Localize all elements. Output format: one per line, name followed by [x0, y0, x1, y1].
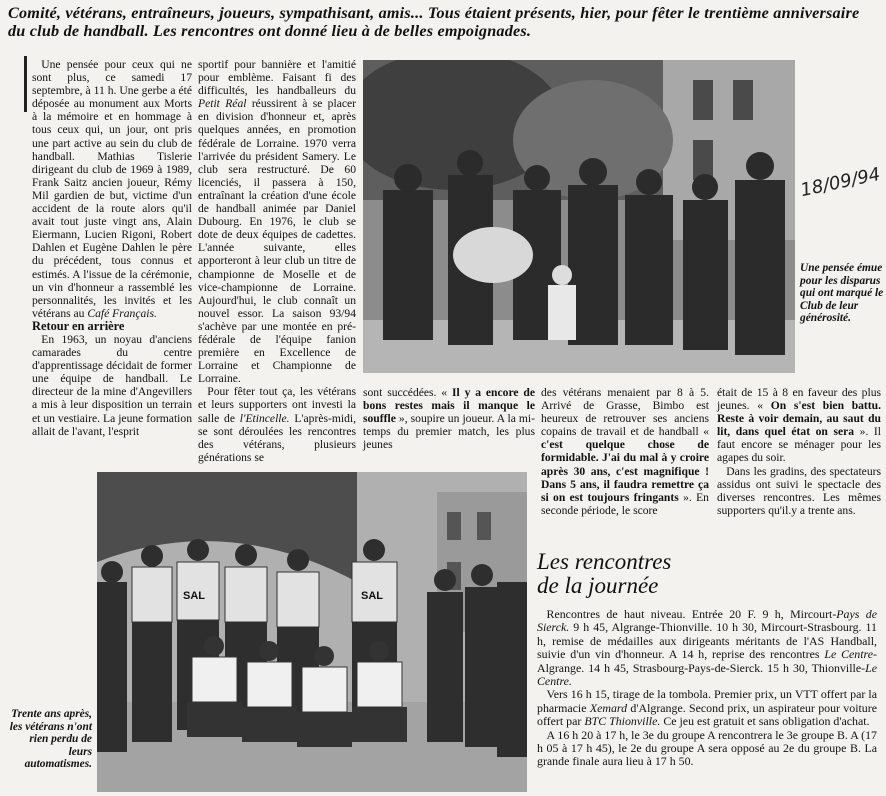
article-headline: Comité, vétérans, entraîneurs, joueurs, sympathisant, amis... Tous étaient présents, hier, pour fêter le trentième anniversaire du club de handball. Les rencontres ont donné lieu à de belles empoignades. [8, 4, 860, 40]
article-column-3 [363, 386, 535, 451]
schedule-title-line-1: Les rencontres [537, 549, 672, 574]
photo-caption-1: Une pensée émue pour les disparus qui ont marqué le Club de leur générosité. [800, 262, 884, 325]
paragraph: A 16 h 20 à 17 h, le 3e du groupe A rencontrera le 3e groupe B. A (17 h 05 à 17 h 45), le 2e du groupe A sera opposé au 2e du groupe B. La grande finale aura lieu à 17 h 50. [537, 727, 877, 769]
paragraph: Vers 16 h 15, tirage de la tombola. Premier prix, un VTT offert par la pharmacie Xemard d'Algrange. Second prix, un aspirateur pour voiture offert par BTC Thionville. Ce jeu est gratuit et sans obligation d'achat. [537, 687, 877, 729]
paragraph: Pour fêter tout ça, les vétérans et leurs supporters ont investi la salle de l'Etincelle. L'après-midi, se sont déroulées les rencontres des vétérans, plusieurs générations se [198, 385, 356, 464]
paragraph: des vétérans menaient par 8 à 5. Arrivé de Grasse, Bimbo est heureux de retrouver ses anciens copains de travail et de handball « c'est quelque chose de formidable. J'ai du mal à y croire après 30 ans, c'est magnifique ! Dans 5 ans, il faudra remettre ça si on est toujours fringants ». En seconde période, le score [541, 386, 709, 517]
paragraph: était de 15 à 8 en faveur des plus jeunes. « On s'est bien battu. Reste à voir demain, au saut du lit, dans quel état on sera ». Il faut encore se ménager pour les agapes du soir. [717, 386, 882, 465]
paragraph: sportif pour bannière et l'amitié pour emblème. Faisant fi des difficultés, les handballeurs du Petit Réal réussirent à se placer en division d'honneur et, après quelques années, en promotion fédérale de Lorraine. 1970 verra l'arrivée du président Samery. Le club sera restructuré. De 60 licenciés, il passera à 150, entraînant la création d'une école de handball animée par Daniel Dubourg. En 1976, le club se dote de deux équipes de cadettes. L'année suivante, elles apporteront à leur club un titre de championne de Moselle et de vice-championne de Lorraine. Aujourd'hui, le club connaît un nouvel essor. La saison 93/94 s'achève par une montée en pré-fédérale de l'équipe fanion première en Excellence de Lorraine et Championne de Lorraine. [198, 58, 356, 386]
jersey-lettering: SAL [361, 590, 383, 602]
handwritten-date: 18/09/94 [798, 163, 883, 202]
photo-wreath-ceremony [363, 60, 795, 373]
paragraph: Rencontres de haut niveau. Entrée 20 F. 9 h, Mircourt-Pays de Sierck. 9 h 45, Algrange-Thionville. 10 h 30, Mircourt-Strasbourg. 11 h, remise de médailles aux dirigeants méritants de l'AS Handball, suivie d'un vin d'honneur. A 14 h, reprise des rencontres Le Centre-Algrange. 14 h 45, Strasbourg-Pays-de-Sierck. 15 h 30, Thionville-Le Centre. [537, 607, 877, 689]
paragraph: sont succédées. « Il y a encore de bons restes mais il manque le souffle », soupire un joueur. A la mi-temps du premier match, les plus jeunes [363, 386, 535, 452]
schedule-box [537, 550, 877, 769]
photo-veteran-team [97, 472, 527, 792]
paragraph: Une pensée pour ceux qui ne sont plus, ce samedi 17 septembre, à 11 h. Une gerbe a été déposée au monument aux Morts à la mémoire et en hommage à tous ceux qui, un jour, ont pris une part active au sein du club de handball. Mathias Tislerie dirigeant du club de 1969 à 1989, Frank Saitz ancien joueur, Rémy Mil gardien de but, victime d'un accident de la route alors qu'il avait tout juste vingt ans, Alain Eiermann, Lucien Rigoni, Robert Dahlen et Eugène Dahlen le père du précédent, tous connus et estimés. A l'issue de la cérémonie, un vin d'honneur a rassemblé les personnalités, les invités et les vétérans au Café Français. [32, 58, 192, 320]
article-column-5 [717, 386, 881, 517]
photo-wreath-ceremony-image [363, 60, 795, 373]
paragraph: Dans les gradins, des spectateurs assidus ont suivi le spectacle des diverses rencontres. Les mêmes supporters qu'il.y a trente ans. [717, 464, 881, 517]
column-marker [24, 56, 27, 112]
photo-veteran-team-image [97, 472, 527, 792]
article-column-4 [541, 386, 709, 517]
schedule-title-line-2: de la journée [537, 573, 659, 598]
photo-caption-2: Trente ans après, les vétérans n'ont rien perdu de leurs automatismes. [9, 708, 92, 771]
schedule-text [537, 608, 877, 769]
article-column-2 [198, 58, 356, 464]
article-column-1 [32, 58, 192, 438]
subheading: Retour en arrière [32, 318, 125, 333]
jersey-lettering: SAL [183, 590, 205, 602]
paragraph: En 1963, un noyau d'anciens camarades du centre d'apprentissage décidait de former une équipe de handball. Le directeur de la mine d'Angevillers a mis à leur disposition un terrain et un vestiaire. La jeune formation allait de l'avant, l'esprit [32, 332, 192, 438]
